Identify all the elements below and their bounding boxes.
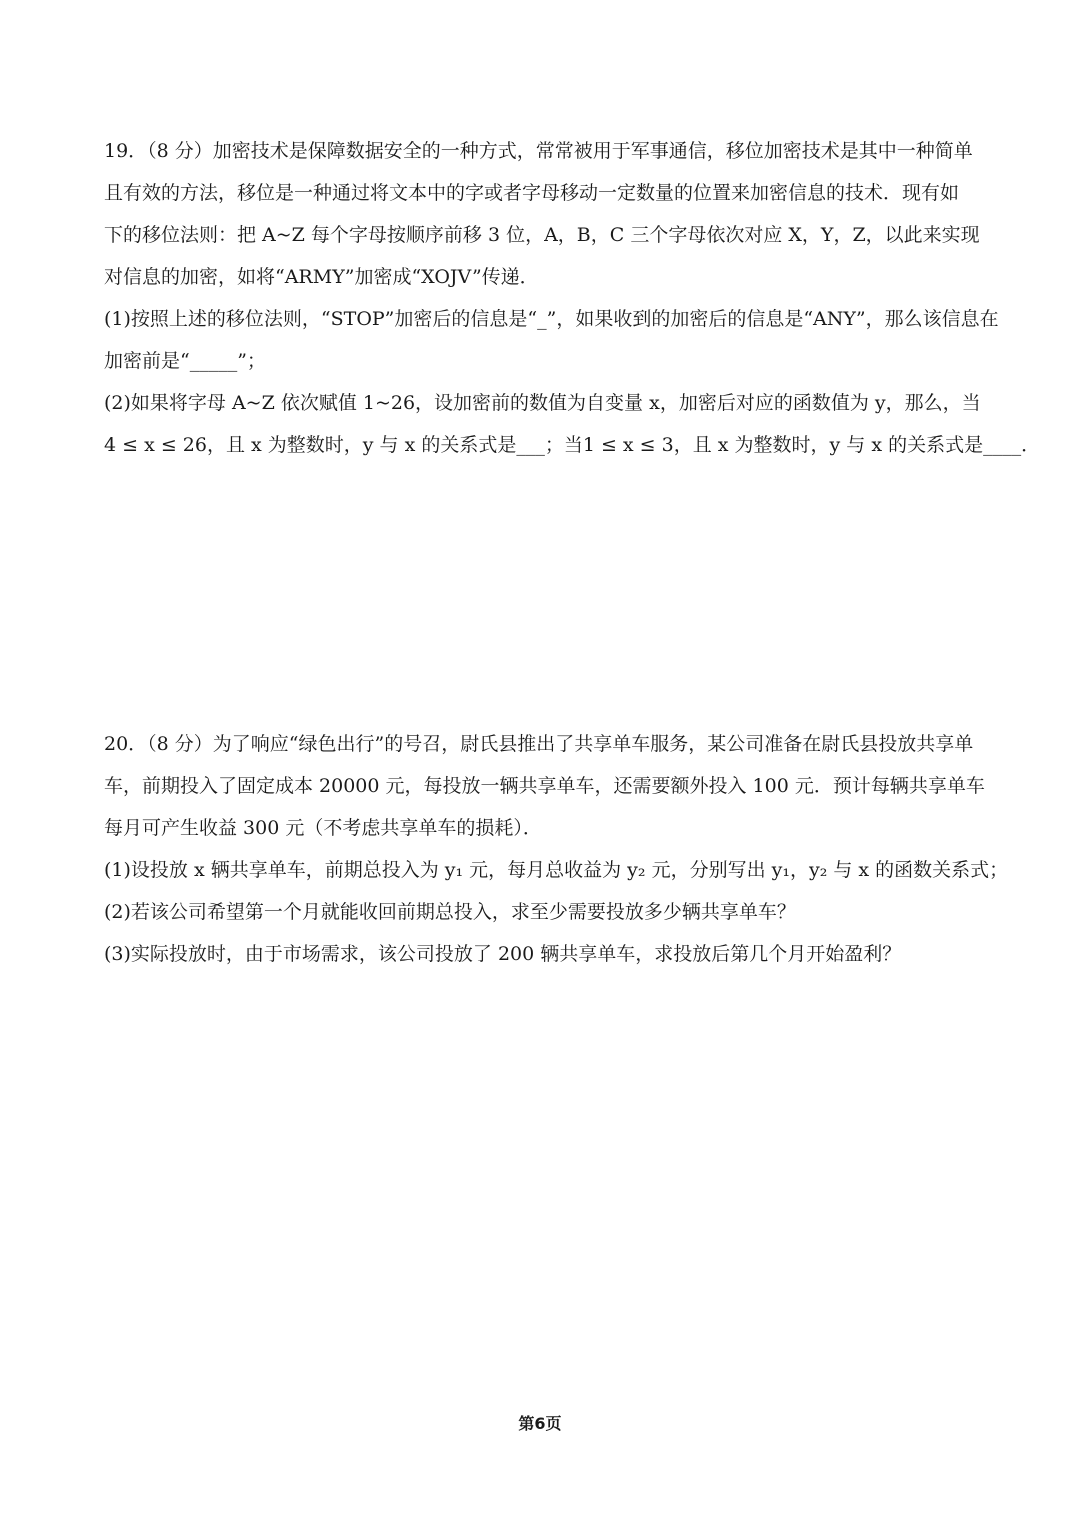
q20-part: (1)设投放 x 辆共享单车，前期总投入为 y₁ 元，每月总收益为 y₂ 元，分别写出 y₁，y₂ 与 x 的函数关系式； (104, 859, 1009, 881)
q19-part1-line: (1)按照上述的移位法则，“STOP”加密后的信息是“_”，如果收到的加密后的信息是“ANY”，那么该信息在 (104, 308, 999, 330)
q20-line: 车，前期投入了固定成本 20000 元，每投放一辆共享单车，还需要额外投入 100 元．预计每辆共享单车 (104, 775, 985, 797)
q20-part: (3)实际投放时，由于市场需求，该公司投放了 200 辆共享单车，求投放后第几个月开始盈利？ (104, 943, 902, 965)
q19-part2-line: (2)如果将字母 A~Z 依次赋值 1~26，设加密前的数值为自变量 x，加密后对应的函数值为 y，那么，当 (104, 392, 981, 414)
q19-line: 下的移位法则：把 A~Z 每个字母按顺序前移 3 位，A，B，C 三个字母依次对应 X，Y，Z，以此来实现 (104, 224, 980, 246)
q20-line: 每月可产生收益 300 元（不考虑共享单车的损耗）． (104, 817, 542, 839)
q19-line: 对信息的加密，如将“ARMY”加密成“XOJV”传递． (104, 266, 539, 288)
q20-line: 20．（8 分）为了响应“绿色出行”的号召，尉氏县推出了共享单车服务，某公司准备在尉氏县投放共享单 (104, 733, 974, 755)
question-20 (104, 723, 1009, 975)
q19-line: 且有效的方法，移位是一种通过将文本中的字或者字母移动一定数量的位置来加密信息的技术．现有如 (104, 182, 960, 204)
q19-part2-line: 4 ≤ x ≤ 26，且 x 为整数时，y 与 x 的关系式是___；当1 ≤ x ≤ 3，且 x 为整数时，y 与 x 的关系式是____． (104, 434, 1041, 456)
q20-part: (2)若该公司希望第一个月就能收回前期总投入，求至少需要投放多少辆共享单车？ (104, 901, 796, 923)
q19-line: 19．（8 分）加密技术是保障数据安全的一种方式，常常被用于军事通信，移位加密技术是其中一种简单 (104, 140, 973, 162)
q19-part1-line: 加密前是“_____”； (104, 350, 266, 372)
question-19 (104, 130, 1041, 466)
page-number: 第6页 (518, 1414, 562, 1433)
